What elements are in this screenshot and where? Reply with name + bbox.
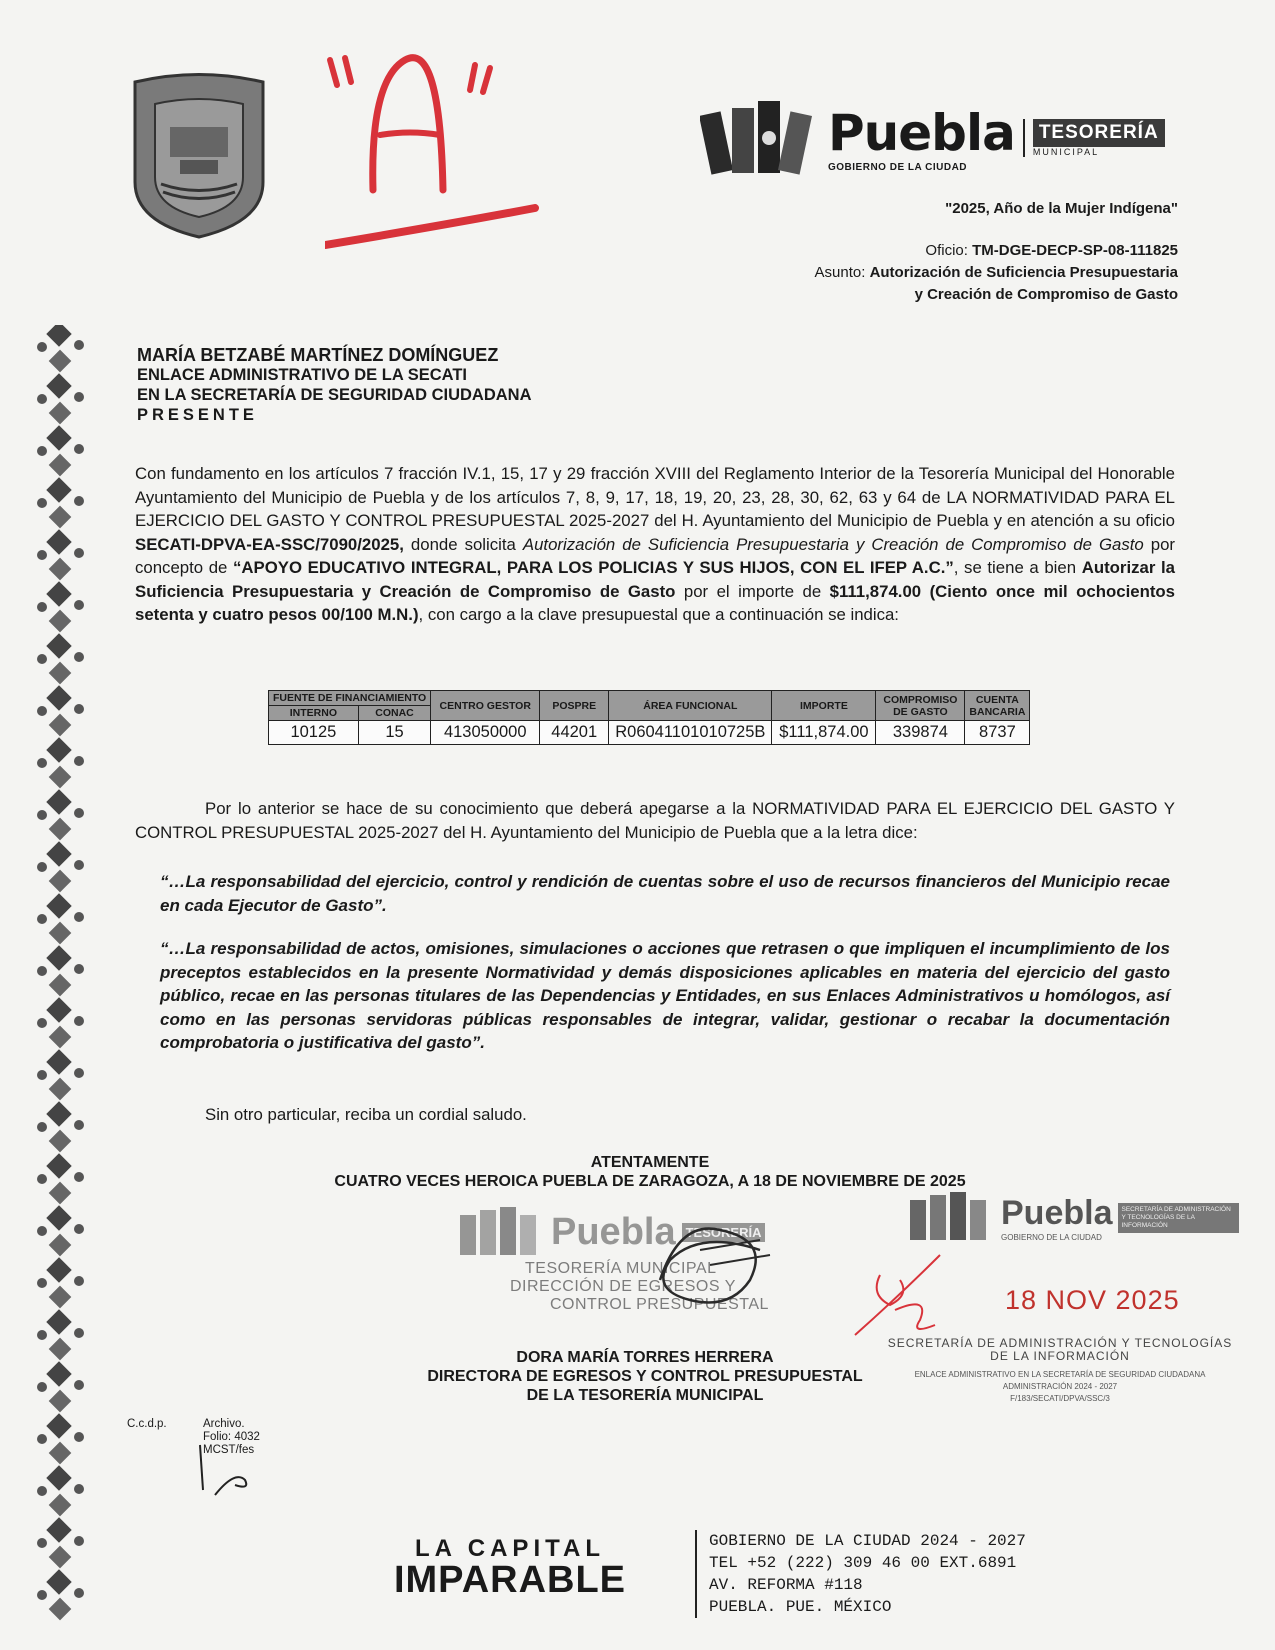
body-paragraph-1 <box>135 462 1175 627</box>
oficio-number: TM-DGE-DECP-SP-08-111825 <box>972 242 1178 259</box>
stamp-sec-title1: SECRETARÍA DE ADMINISTRACIÓN Y TECNOLOGÍAS <box>887 1336 1233 1350</box>
dept-sub: MUNICIPAL <box>1032 147 1100 157</box>
logo-subtitle: GOBIERNO DE LA CIUDAD <box>828 161 968 173</box>
signer-title2: DE LA TESORERÍA MUNICIPAL <box>526 1387 764 1404</box>
signature-scribble <box>640 1210 790 1320</box>
quote-1: “…La responsabilidad del ejercicio, control y rendición de cuentas sobre el uso de recursos financieros del Municipio recae en cada Ejecutor de Gasto”. <box>160 872 1170 915</box>
cell-conac: 15 <box>358 721 430 745</box>
footer-line1: GOBIERNO DE LA CIUDAD 2024 - 2027 <box>709 1532 1026 1550</box>
signer-block <box>390 1348 900 1405</box>
body1-text: , con cargo a la clave presupuestal que a continuación se indica: <box>418 605 899 624</box>
footer-info <box>695 1530 1026 1618</box>
stamp-sec-logo-sub: GOBIERNO DE LA CIUDAD <box>1001 1232 1102 1242</box>
signer-title1: DIRECTORA DE EGRESOS Y CONTROL PRESUPUESTAL <box>427 1368 863 1385</box>
red-signature <box>850 1235 970 1345</box>
atentamente: ATENTAMENTE <box>590 1154 710 1171</box>
stamp-sec-line3: F/183/SECATI/DPVA/SSC/3 <box>1010 1394 1110 1403</box>
budget-table <box>268 690 1030 745</box>
dept-name: TESORERÍA <box>1033 119 1165 147</box>
concepto-text: “APOYO EDUCATIVO INTEGRAL, PARA LOS POLICIAS Y SUS HIJOS, CON EL IFEP A.C.” <box>233 558 954 577</box>
body1-text: Con fundamento en los artículos 7 fracción IV.1, 15, 17 y 29 fracción XVIII del Reglamento Interior de la Tesorería Municipal del Honorable Ayuntamiento del Municipio de Puebla y de los artículos 7, 8, 9, 17, 18, 19, 20, 23, 28, 30, 62, 63 y 64 de LA NORMATIVIDAD PARA EL EJERCICIO DEL GASTO Y CONTROL PRESUPUESTAL 2025-2027 del H. Ayuntamiento del Municipio de Puebla y en atención a su oficio <box>135 464 1175 530</box>
header-area: ÁREA FUNCIONAL <box>609 691 772 721</box>
header-centro: CENTRO GESTOR <box>431 691 540 721</box>
oficio-block <box>815 240 1178 306</box>
closing-text: Sin otro particular, reciba un cordial saludo. <box>205 1105 527 1124</box>
stamp-sec-logo: Puebla <box>1001 1193 1113 1232</box>
recipient-block <box>137 345 532 425</box>
recipient-presente: PRESENTE <box>137 406 258 424</box>
cell-area: R06041101010725B <box>609 721 772 745</box>
slogan-line2: IMPARABLE <box>393 1559 627 1601</box>
header-pospre: POSPRE <box>540 691 609 721</box>
stamp-logo: Puebla <box>551 1211 676 1253</box>
folio: Folio: 4032 <box>203 1431 260 1443</box>
recipient-line1: ENLACE ADMINISTRATIVO DE LA SECATI <box>137 366 467 384</box>
header-compromiso: COMPROMISO DE GASTO <box>876 691 965 721</box>
decorative-border <box>32 325 92 1625</box>
header-interno: INTERNO <box>269 706 359 721</box>
archivo-label: Archivo. <box>203 1418 245 1430</box>
logo-name: Puebla <box>828 103 1015 162</box>
capital-imparable-logo <box>360 1535 660 1630</box>
footer-line4: PUEBLA. PUE. MÉXICO <box>709 1598 892 1616</box>
cell-centro: 413050000 <box>431 721 540 745</box>
stamp-emblem-icon <box>455 1205 545 1260</box>
stamp-line3: CONTROL PRESUPUESTAL <box>550 1296 769 1313</box>
header-fuente: FUENTE DE FINANCIAMIENTO <box>269 691 431 706</box>
handwritten-a-mark <box>325 40 545 270</box>
autorizar-text: Autorizar la Suficiencia Presupuestaria y Creación de Compromiso de Gasto <box>135 558 1175 601</box>
stamp-sec-line2: ADMINISTRACIÓN 2024 - 2027 <box>1002 1382 1118 1391</box>
footer-line3: AV. REFORMA #118 <box>709 1576 863 1594</box>
table-row <box>269 721 1030 745</box>
puebla-tesoreria-logo <box>700 88 1180 188</box>
year-motto: "2025, Año de la Mujer Indígena" <box>945 200 1178 217</box>
cell-compromiso: 339874 <box>876 721 965 745</box>
cell-cuenta: 8737 <box>965 721 1030 745</box>
asunto-line2: y Creación de Compromiso de Gasto <box>914 286 1178 303</box>
slogan-line1: LA CAPITAL <box>415 1535 605 1562</box>
oficio-reference: SECATI-DPVA-EA-SSC/7090/2025, <box>135 534 404 554</box>
body1-text: , se tiene a bien <box>953 558 1082 577</box>
cell-pospre: 44201 <box>540 721 609 745</box>
importe-text: $111,874.00 (Ciento once mil ochocientos setenta y cuatro pesos 00/100 M.N.) <box>135 581 1175 624</box>
header-importe: IMPORTE <box>772 691 876 721</box>
asunto-label: Asunto: <box>814 264 866 281</box>
oficio-label: Oficio: <box>925 242 968 259</box>
puebla-emblem-icon <box>700 93 820 183</box>
body-paragraph-2: Por lo anterior se hace de su conocimiento que deberá apegarse a la NORMATIVIDAD PARA EL EJERCICIO DEL GASTO Y CONTROL PRESUPUESTAL 2025-2027 del H. Ayuntamiento del Municipio de Puebla que a la letra dice: <box>135 799 1175 842</box>
asunto-line1: Autorización de Suficiencia Presupuestaria <box>869 264 1178 281</box>
initials: MCST/fes <box>203 1444 255 1456</box>
cell-interno: 10125 <box>269 721 359 745</box>
quote-2: “…La responsabilidad de actos, omisiones, simulaciones o acciones que retrasen o que impliquen el incumplimiento de los preceptos establecidos en la presente Normatividad y demás disposiciones aplicables en materia del ejercicio del gasto público, recae en las personas titulares de las Dependencias y Entidades, en sus Enlaces Administrativos u homólogos, así como en las personas servidoras públicas responsables de integrar, validar, gestionar o recabar la documentación comprobatoria o justificativa del gasto”. <box>160 939 1170 1052</box>
cell-importe: $111,874.00 <box>772 721 876 745</box>
stamp-sec-title2: DE LA INFORMACIÓN <box>990 1349 1130 1363</box>
body1-text: por concepto de <box>135 534 1175 577</box>
recipient-line2: EN LA SECRETARÍA DE SEGURIDAD CIUDADANA <box>137 386 532 404</box>
signer-name: DORA MARÍA TORRES HERRERA <box>516 1349 774 1366</box>
body1-text: donde solicita <box>403 534 523 554</box>
city-seal-icon <box>125 72 273 242</box>
stamp-sec-line1: ENLACE ADMINISTRATIVO EN LA SECRETARÍA DE SEGURIDAD CIUDADANA <box>914 1370 1206 1379</box>
solicitud-text: Autorización de Suficiencia Presupuestaria y Creación de Compromiso de Gasto <box>522 534 1144 554</box>
stamp-sec-box: SECRETARÍA DE ADMINISTRACIÓN Y TECNOLOGÍAS DE LA INFORMACIÓN <box>1118 1203 1239 1233</box>
body1-text: por el importe de <box>675 581 830 601</box>
initial-scribble <box>195 1440 265 1500</box>
atentamente-block <box>0 1153 1275 1191</box>
stamp-dept: TESORERÍA <box>682 1223 766 1242</box>
recipient-name: MARÍA BETZABÉ MARTÍNEZ DOMÍNGUEZ <box>137 345 499 365</box>
place-date: CUATRO VECES HEROICA PUEBLA DE ZARAGOZA, A 18 DE NOVIEMBRE DE 2025 <box>334 1173 966 1190</box>
footer-line2: TEL +52 (222) 309 46 00 EXT.6891 <box>709 1554 1017 1572</box>
stamp-line1: TESORERÍA MUNICIPAL <box>525 1260 717 1277</box>
received-date-stamp: 18 NOV 2025 <box>1005 1285 1180 1315</box>
header-cuenta: CUENTA BANCARIA <box>965 691 1030 721</box>
header-conac: CONAC <box>358 706 430 721</box>
stamp-line2: DIRECCIÓN DE EGRESOS Y <box>510 1278 736 1295</box>
ccdp-label: C.c.d.p. <box>127 1418 167 1430</box>
